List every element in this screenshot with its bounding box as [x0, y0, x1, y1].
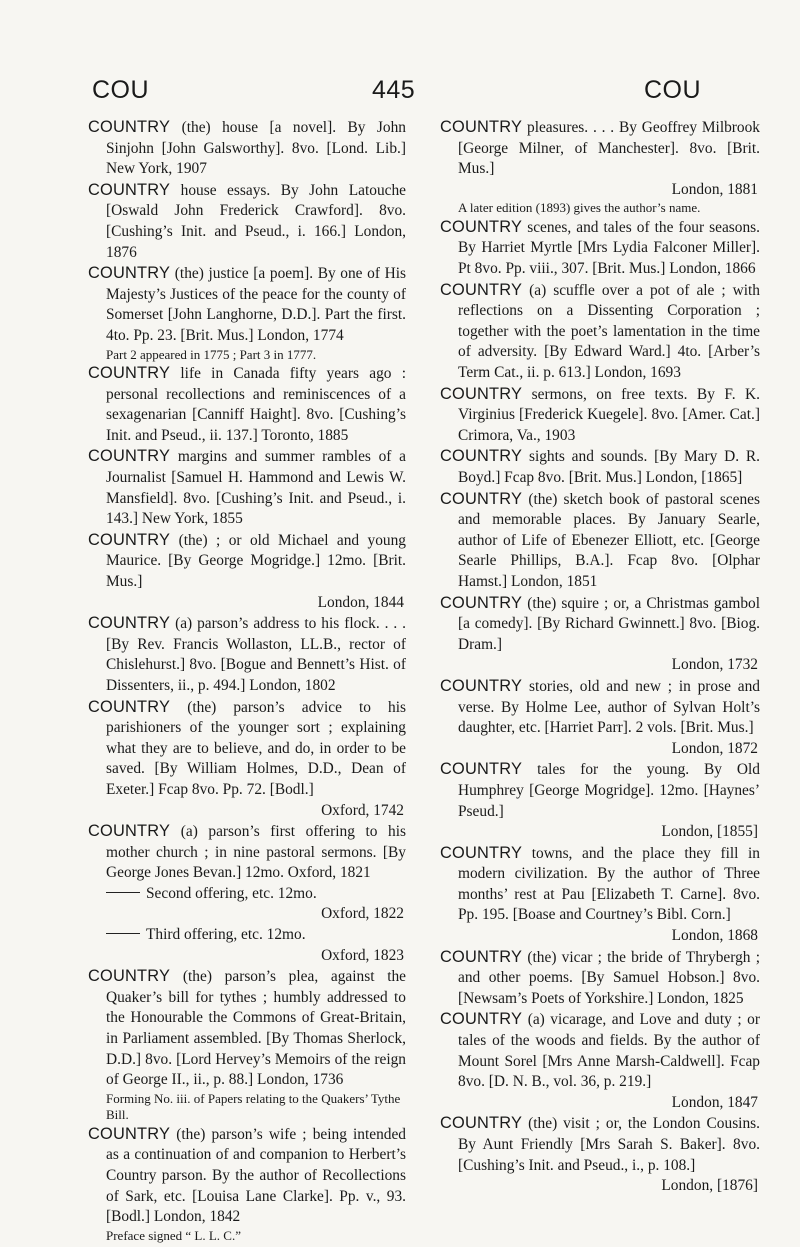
bibliography-entry: [440, 843, 760, 926]
entry-head-word: COUNTRY: [88, 967, 171, 986]
entry-imprint: London, 1844: [317, 593, 404, 611]
entry-text: stories, old and new ; in prose and verse. By Holme Lee, author of Sylvan Holt’s daughter, etc. [Harriet Parr]. 2 vols. [Brit. Mus.]: [458, 677, 760, 737]
entry-head-word: COUNTRY: [440, 280, 523, 299]
bibliography-entry: [440, 384, 760, 447]
entry-text: sights and sounds. [By Mary D. R. Boyd.] Fcap 8vo. [Brit. Mus.] London, [1865]: [458, 448, 760, 486]
entry-text: (the) visit ; or, the London Cousins. By Aunt Friendly [Mrs Sarah S. Baker]. 8vo. [Cushing’s Init. and Pseud., i., p. 108.]: [458, 1115, 760, 1174]
entry-text: pleasures. . . . By Geoffrey Milbrook [George Milner, of Manchester]. 8vo. [Brit. Mus.]: [458, 119, 761, 178]
entry-imprint: London, 1732: [671, 656, 758, 674]
sub-entry-text: Third offering, etc. 12mo.: [146, 926, 306, 944]
entry-head-word: COUNTRY: [440, 760, 523, 779]
entry-text: (a) vicarage, and Love and duty ; or tales of the woods and fields. By the author of Mount Sorel [Mrs Anne Marsh-Caldwell]. Fcap 8vo. [D. N. B., vol. 36, p. 219.]: [458, 1011, 760, 1091]
bibliography-entry: [88, 697, 406, 801]
entry-text: (a) parson’s first offering to his mother church ; in nine pastoral sermons. [By George Jones Bevan.] 12mo. Oxford, 1821: [106, 823, 406, 882]
entry-imprint: London, [1855]: [661, 823, 758, 841]
entry-text: (a) scuffle over a pot of ale ; with reflections on a Dissenting Corporation ; together with the poet’s lamentation in the time of adversity. [By Edward Ward.] 4to. [Arber’s Term Cat., ii. p. 613.] London, 1693: [458, 281, 760, 382]
bibliography-entry: [440, 759, 760, 822]
bibliography-entry: [88, 821, 406, 884]
running-header: [0, 76, 800, 116]
entry-head-word: COUNTRY: [88, 697, 171, 716]
entry-imprint: Oxford, 1742: [321, 801, 404, 819]
bibliography-entry: [88, 446, 406, 529]
entry-text: (the) parson’s wife ; being intended as a continuation of and companion to Herbert’s Country parson. By the author of Recollections of Sark, etc. [Louisa Lane Clarke]. Pp. v., 93. [Bodl.] London, 1842: [106, 1125, 406, 1226]
bibliography-entry: [88, 530, 406, 593]
bibliography-entry: [88, 117, 406, 180]
bibliography-entry: [440, 217, 760, 280]
entry-imprint: London, 1872: [671, 739, 758, 757]
entry-text: (the) sketch book of pastoral scenes and memorable places. By January Searle, author of Life of Ebenezer Elliott, etc. [George Searle Phillips, B.A.]. Fcap 8vo. [Olphar Hamst.] London, 1851: [458, 490, 760, 590]
bibliography-entry: [440, 117, 760, 180]
entry-head-word: COUNTRY: [440, 384, 523, 403]
entry-imprint: London, 1881: [671, 180, 758, 198]
entry-head-word: COUNTRY: [440, 676, 523, 695]
bibliography-entry: [88, 180, 406, 263]
dash-rule: [106, 892, 140, 893]
entry-text: life in Canada fifty years ago : personal recollections and reminiscences of a sexagenarian [Canniff Haight]. 8vo. [Cushing’s Init. and Pseud., ii. 137.] Toronto, 1885: [106, 365, 406, 444]
header-left: COU: [92, 76, 150, 104]
sub-entry: [88, 925, 406, 946]
entry-text: margins and summer rambles of a Journalist [Samuel H. Hammond and Lewis W. Mansfield]. 8vo. [Cushing’s Init. and Pseud., i. 143.] New York, 1855: [106, 448, 406, 528]
entry-text: tales for the young. By Old Humphrey [George Mogridge]. 12mo. [Haynes’ Pseud.]: [458, 761, 760, 820]
entry-head-word: COUNTRY: [440, 489, 523, 508]
entry-text: (the) ; or old Michael and young Maurice. [By George Mogridge.] 12mo. [Brit. Mus.]: [106, 531, 406, 590]
bibliography-entry: [440, 947, 760, 1010]
entry-head-word: COUNTRY: [88, 118, 171, 136]
entry-head-word: COUNTRY: [88, 264, 171, 283]
sub-entry-text: Second offering, etc. 12mo.: [146, 884, 317, 902]
entry-text: house essays. By John Latouche [Oswald John Frederick Crawford]. 8vo. [Cushing’s Init. and Pseud., i. 166.] London, 1876: [106, 181, 406, 261]
bibliography-entry: [440, 593, 760, 656]
entry-head-word: COUNTRY: [440, 1010, 523, 1029]
entry-head-word: COUNTRY: [440, 447, 523, 466]
entry-head-word: COUNTRY: [88, 614, 171, 633]
entry-note: Part 2 appeared in 1775 ; Part 3 in 1777.: [106, 346, 317, 362]
entry-head-word: COUNTRY: [440, 843, 523, 862]
entry-imprint: London, [1876]: [661, 1177, 758, 1195]
entry-note: Preface signed “ L. L. C.”: [106, 1227, 242, 1243]
page-number: 445: [372, 76, 416, 104]
header-right: COU: [644, 76, 702, 104]
entry-head-word: COUNTRY: [440, 1114, 523, 1133]
bibliography-entry: [440, 1113, 760, 1176]
entry-text: (the) parson’s advice to his parishioners of the younger sort ; explaining what they are to believe, and do, in order to be saved. [By William Holmes, D.D., Dean of Exeter.] Fcap 8vo. Pp. 72. [Bodl.]: [106, 698, 406, 798]
bibliography-entry: [440, 1009, 760, 1092]
entry-text: scenes, and tales of the four seasons. By Harriet Myrtle [Mrs Lydia Falconer Miller]. Pt 8vo. Pp. viii., 307. [Brit. Mus.] London, 1866: [458, 218, 760, 278]
entry-head-word: COUNTRY: [440, 593, 523, 612]
bibliography-entry: [440, 446, 760, 488]
entry-head-word: COUNTRY: [440, 947, 523, 966]
sub-entry: [88, 884, 406, 905]
bibliography-entry: [88, 263, 406, 346]
entry-text: sermons, on free texts. By F. K. Virginius [Frederick Kuegele]. 8vo. [Amer. Cat.] Crimora, Va., 1903: [458, 385, 760, 444]
bibliography-entry: [88, 966, 406, 1091]
entry-imprint: London, 1868: [671, 927, 758, 945]
dash-rule: [106, 933, 140, 934]
bibliography-entry: [88, 363, 406, 446]
bibliography-entry: [440, 676, 760, 739]
entry-note: Forming No. iii. of Papers relating to the Quakers’ Tythe Bill.: [106, 1090, 401, 1123]
entry-note: A later edition (1893) gives the author’s name.: [458, 200, 701, 216]
entry-text: (the) justice [a poem]. By one of His Majesty’s Justices of the peace for the county of Somerset [John Langhorne, D.D.]. Part the first. 4to. Pp. 23. [Brit. Mus.] London, 1774: [106, 265, 406, 344]
entry-imprint: Oxford, 1822: [321, 905, 404, 923]
entry-head-word: COUNTRY: [88, 447, 171, 466]
bibliography-entry: [88, 613, 406, 696]
left-column: [88, 117, 406, 1244]
entry-head-word: COUNTRY: [88, 822, 171, 841]
entry-text: (the) vicar ; the bride of Thrybergh ; and other poems. [By Samuel Hobson.] 8vo. [Newsam’s Poets of Yorkshire.] London, 1825: [458, 948, 760, 1007]
entry-head-word: COUNTRY: [440, 118, 523, 136]
bibliography-entry: [88, 1124, 406, 1228]
entry-head-word: COUNTRY: [88, 1124, 171, 1143]
right-column: [440, 117, 760, 1197]
entry-imprint: Oxford, 1823: [321, 946, 404, 964]
entry-text: towns, and the place they fill in modern civilization. By the author of Three months’ rest at Pau [Elizabeth T. Carne]. 8vo. Pp. 195. [Boase and Courtney’s Bibl. Corn.]: [458, 844, 760, 924]
entry-text: (the) squire ; or, a Christmas gambol [a comedy]. [By Richard Gwinnett.] 8vo. [Biog. Dram.]: [458, 594, 760, 653]
entry-imprint: London, 1847: [671, 1093, 758, 1111]
entry-head-word: COUNTRY: [88, 364, 171, 383]
entry-text: (the) parson’s plea, against the Quaker’s bill for tythes ; humbly addressed to the Honourable the Commons of Great-Britain, in Parliament assembled. [By Thomas Sherlock, D.D.] 8vo. [Lord Hervey’s Memoirs of the reign of George II., ii., p. 88.] London, 1736: [106, 968, 406, 1089]
entry-head-word: COUNTRY: [88, 530, 171, 549]
entry-text: (the) house [a novel]. By John Sinjohn [John Galsworthy]. 8vo. [Lond. Lib.] New York, 1907: [106, 119, 406, 178]
entry-text: (a) parson’s address to his flock. . . . [By Rev. Francis Wollaston, LL.B., rector of Chislehurst.] 8vo. [Bogue and Bennett’s Hist. of Dissenters, ii., p. 494.] London, 1802: [106, 615, 406, 694]
bibliography-entry: [440, 280, 760, 384]
bibliography-entry: [440, 489, 760, 593]
entry-head-word: COUNTRY: [88, 180, 171, 199]
entry-head-word: COUNTRY: [440, 217, 523, 236]
